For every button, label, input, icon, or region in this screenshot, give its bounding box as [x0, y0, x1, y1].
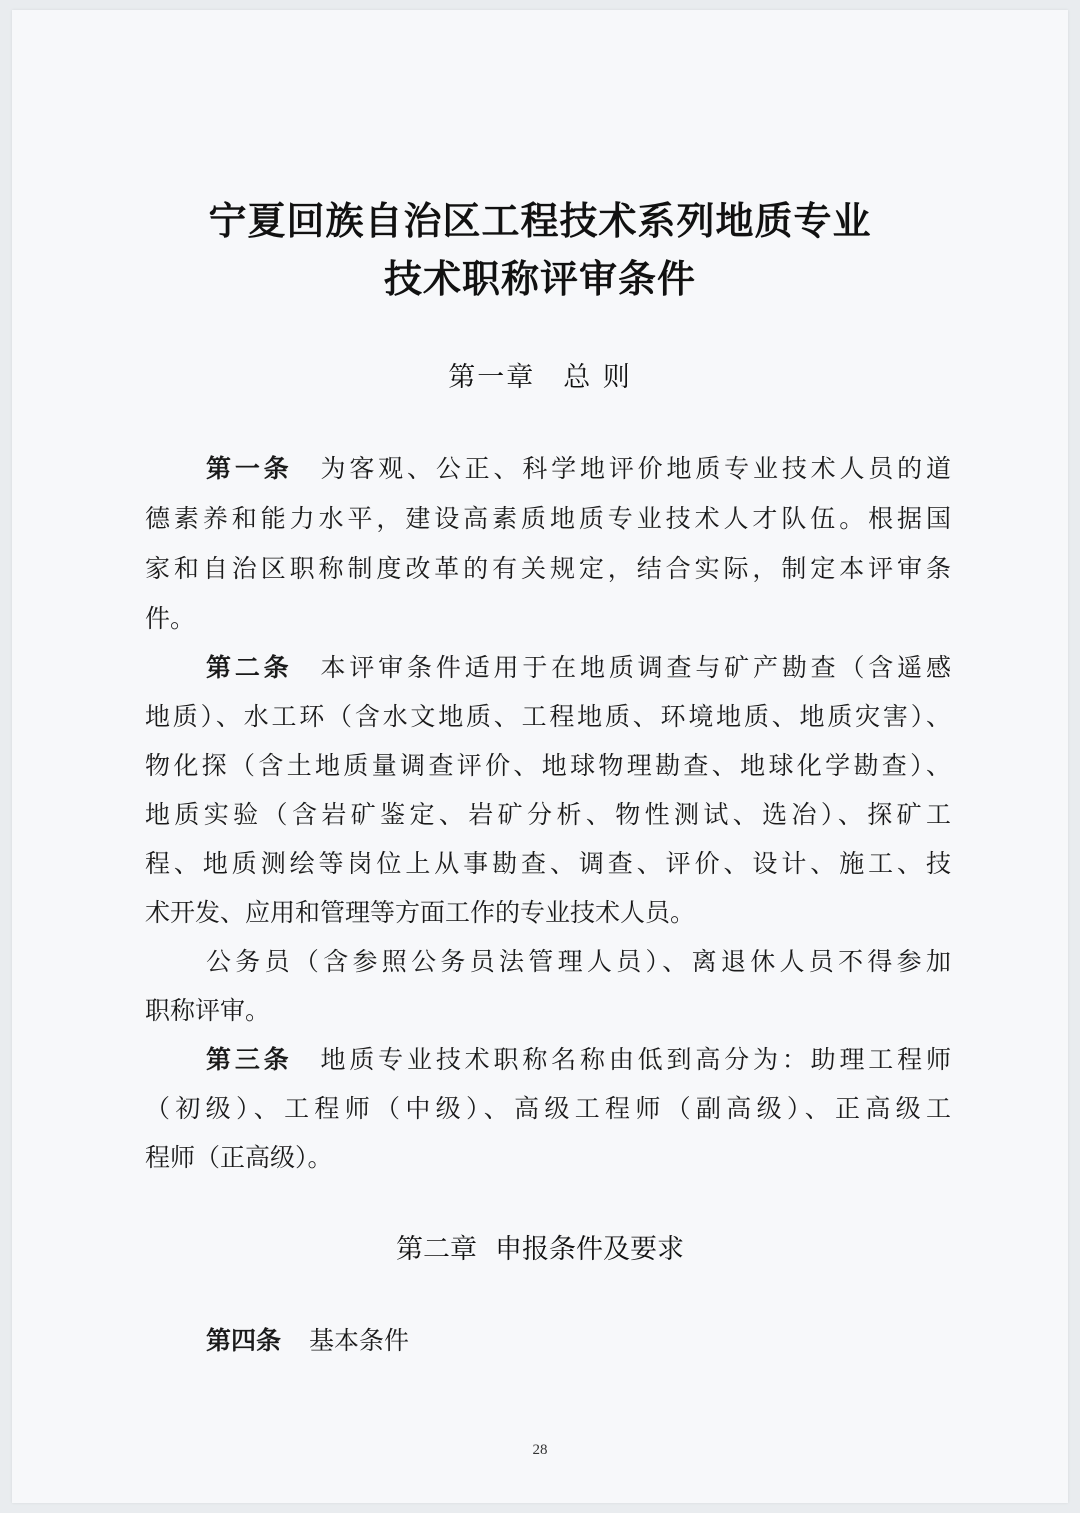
article-2-line-4: 地质实验（含岩矿鉴定、岩矿分析、物性测试、选冶）、探矿工	[145, 800, 951, 829]
article-2-line-3: 物化探（含土地质量调查评价、地球物理勘查、地球化学勘查）、	[145, 751, 951, 780]
article-2-line-2: 地质）、水工环（含水文地质、工程地质、环境地质、地质灾害）、	[145, 702, 951, 731]
article-3-line-3: 程师（正高级）。	[145, 1143, 333, 1172]
chapter-2-heading	[12, 1227, 1068, 1266]
article-3-label: 第三条	[206, 1045, 293, 1074]
article-2-line-5: 程、地质测绘等岗位上从事勘查、调查、评价、设计、施工、技	[145, 849, 951, 878]
chapter-1-label: 第一章	[448, 362, 536, 393]
article-1-line-3: 家和自治区职称制度改革的有关规定，结合实际，制定本评审条	[145, 554, 951, 583]
page-number: 28	[532, 1442, 548, 1458]
document-page	[12, 10, 1068, 1503]
document-title-line-2: 技术职称评审条件	[383, 256, 696, 301]
article-3-line-2: （初级）、工程师（中级）、高级工程师（副高级）、正高级工	[145, 1094, 951, 1123]
article-2-note-line-2: 职称评审。	[145, 996, 271, 1025]
article-2-label: 第二条	[206, 653, 293, 682]
chapter-1-heading	[12, 355, 1068, 394]
chapter-2-label: 第二章	[396, 1234, 477, 1265]
article-4-line-1: 第四条 基本条件	[206, 1326, 410, 1355]
document-title-line-1: 宁夏回族自治区工程技术系列地质专业	[208, 198, 872, 243]
article-2-line-1: 第二条 本评审条件适用于在地质调查与矿产勘查（含遥感	[206, 653, 951, 682]
article-1-label: 第一条	[206, 454, 293, 483]
article-2-line-6: 术开发、应用和管理等方面工作的专业技术人员。	[145, 898, 696, 927]
article-1-line-1: 第一条 为客观、公正、科学地评价地质专业技术人员的道	[206, 454, 951, 483]
chapter-2-name: 申报条件及要求	[495, 1234, 684, 1265]
article-2-note-line-1: 公务员（含参照公务员法管理人员）、离退休人员不得参加	[206, 947, 951, 976]
article-3-line-1: 第三条 地质专业技术职称名称由低到高分为：助理工程师	[206, 1045, 951, 1074]
article-1-line-2: 德素养和能力水平，建设高素质地质专业技术人才队伍。根据国	[145, 504, 951, 533]
article-4-label: 第四条	[206, 1326, 282, 1355]
article-1-line-4: 件。	[145, 604, 196, 633]
chapter-1-name: 总 则	[563, 362, 632, 393]
